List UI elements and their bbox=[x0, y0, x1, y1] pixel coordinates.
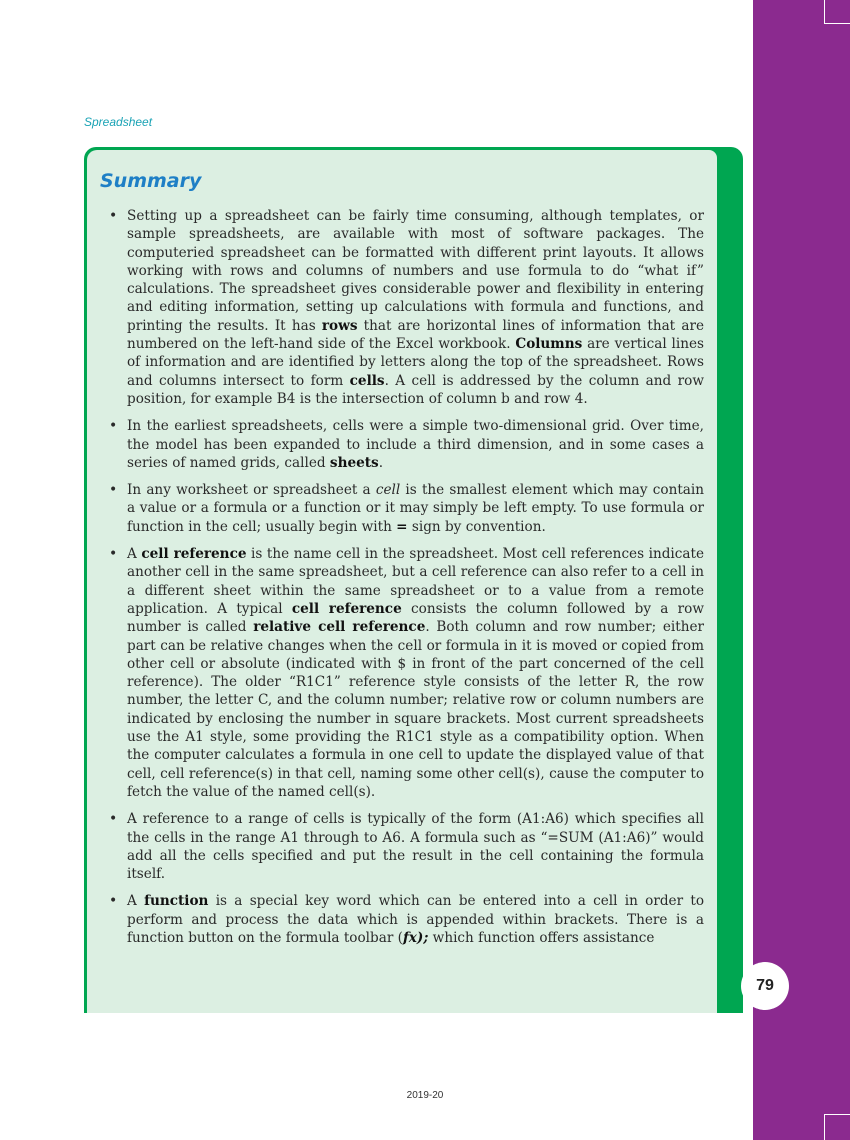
bold-term: relative cell reference bbox=[253, 619, 426, 636]
bullet-text: A bbox=[127, 893, 145, 910]
summary-bullet-item bbox=[108, 892, 704, 947]
bullet-text: is the smallest element which may contain a value or a formula or a function or it may simply be left empty. To use formula or function in the cell; usually begin with bbox=[127, 482, 705, 535]
bullet-text: A bbox=[127, 546, 142, 563]
bullet-text: is a special key word which can be entered into a cell in order to perform and process the data which is appended within brackets. There is a function button on the formula toolbar ( bbox=[127, 893, 705, 946]
bullet-text: that are horizontal lines of information that are numbered on the left-hand side of the Excel workbook. bbox=[127, 317, 704, 353]
footer-year: 2019-20 bbox=[406, 1090, 444, 1101]
bold-term: sheets bbox=[329, 454, 379, 471]
bullet-text: sign by convention. bbox=[407, 518, 546, 535]
bullet-text: is the name cell in the spreadsheet. Most cell references indicate another cell in the same spreadsheet, but a cell reference can also refer to a cell in a different sheet within the same spreadsheet or to a value from a remote application. A typical bbox=[127, 546, 704, 617]
bullet-text: . A cell is addressed by the column and row position, for example B4 is the intersection of column b and row 4. bbox=[127, 372, 704, 407]
bold-term: fx); bbox=[402, 929, 429, 946]
bold-term: cell reference bbox=[141, 546, 247, 563]
bold-term: function bbox=[144, 893, 209, 910]
bullet-text: Setting up a spreadsheet can be fairly time consuming, although templates, or sample spreadsheets, are available with most of software packages. The computeried spreadsheet can be formatted with different print layouts. It allows working with rows and columns of numbers and use formula to do “what if” calculations. The spreadsheet gives considerable power and flexibility in entering and editing information, setting up calculations with formula and functions, and printing the results. It has bbox=[127, 208, 704, 334]
summary-bullet-item bbox=[108, 417, 704, 472]
bullet-dot-icon: • bbox=[109, 482, 118, 499]
summary-box-inner bbox=[87, 150, 717, 1013]
summary-title: Summary bbox=[100, 170, 202, 192]
summary-bullet-item bbox=[108, 481, 704, 536]
bullet-dot-icon: • bbox=[109, 546, 118, 563]
bold-term: = bbox=[396, 518, 408, 535]
italic-term: cell bbox=[375, 482, 401, 499]
summary-bullet-item bbox=[108, 810, 704, 883]
bold-term: cell reference bbox=[291, 600, 402, 617]
bullet-text: . Both column and row number; either part can be relative changes when the cell or formula in it is moved or copied from other cell or absolute (indicated with $ in front of the part concerned of the cell reference). The older “R1C1” reference style consists of the letter R, the row number, the letter C, and the column number; relative row or column numbers are indicated by enclosing the number in square brackets. Most current spreadsheets use the A1 style, some providing the R1C1 style as a compatibility option. When the computer calculates a formula in one cell to update the displayed value of that cell, cell reference(s) in that cell, naming some other cell(s), cause the computer to fetch the value of the named cell(s). bbox=[127, 619, 704, 800]
summary-box bbox=[84, 147, 743, 1013]
summary-bullet-item bbox=[108, 545, 704, 801]
bold-term: cells bbox=[349, 372, 385, 389]
bullet-dot-icon: • bbox=[109, 208, 118, 224]
bullet-text: which function offers assistance bbox=[428, 929, 655, 946]
bullet-text: A reference to a range of cells is typically of the form (A1:A6) which specifies all the cells in the range A1 through to A6. A formula such as “=SUM (A1:A6)” would add all the cells specified and put the result in the cell containing the formula itself. bbox=[127, 811, 704, 883]
summary-bullet-item bbox=[108, 207, 704, 408]
summary-bullet-list bbox=[108, 207, 704, 956]
bold-term: Columns bbox=[515, 336, 583, 353]
running-header-title: Spreadsheet bbox=[84, 115, 153, 129]
bullet-text: In the earliest spreadsheets, cells were a simple two-dimensional grid. Over time, the model has been expanded to include a third dimension, and in some cases a series of named grids, called bbox=[127, 418, 704, 471]
crop-mark-top bbox=[824, 0, 850, 24]
bullet-dot-icon: • bbox=[109, 418, 118, 435]
bullet-dot-icon: • bbox=[109, 811, 118, 828]
bullet-text: are vertical lines of information and are identified by letters along the top of the spreadsheet. Rows and columns intersect to form bbox=[127, 336, 705, 389]
bold-term: rows bbox=[321, 317, 358, 334]
bullet-text: In any worksheet or spreadsheet a bbox=[127, 482, 376, 499]
bullet-text: consists the column followed by a row number is called bbox=[127, 600, 704, 636]
crop-mark-bottom bbox=[824, 1114, 850, 1140]
bullet-text: . bbox=[378, 454, 384, 471]
bullet-dot-icon: • bbox=[109, 893, 118, 910]
page-number-badge: 79 bbox=[741, 962, 789, 1010]
